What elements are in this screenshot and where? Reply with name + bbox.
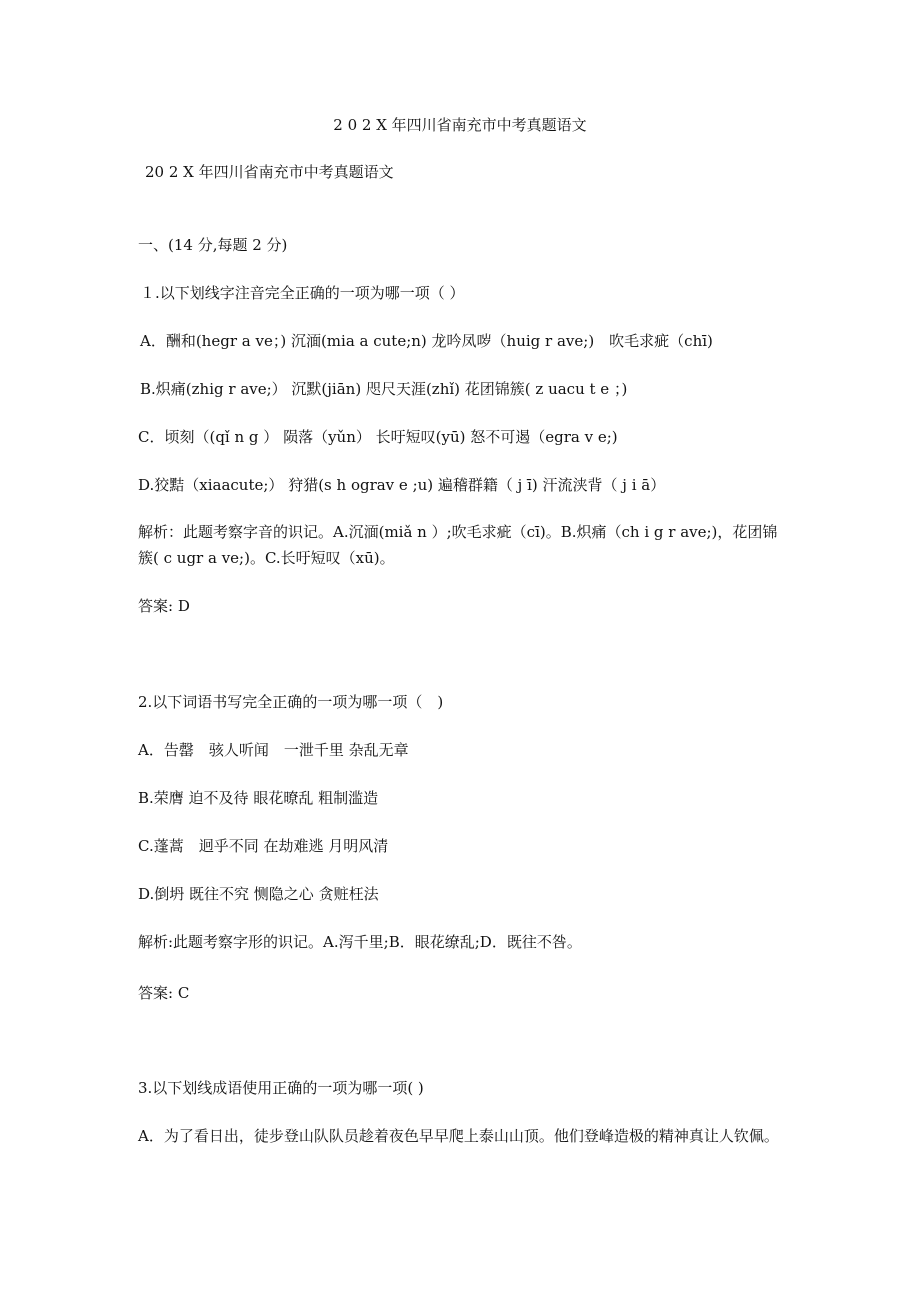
question-3-stem: 3.以下划线成语使用正确的一项为哪一项( ) — [138, 1079, 424, 1097]
question-2-stem: 2.以下词语书写完全正确的一项为哪一项（ ) — [138, 693, 444, 711]
question-1-option-b: B.炽痛(zhig r ave;） 沉默(jiān) 咫尺天涯(zhǐ) 花团锦簇( z uacu t e ；) — [140, 380, 628, 398]
question-1-option-a: A．酬和(hegr a ve；) 沉湎(mia a cute;n) 龙吟凤哕（huig r ave;) 吹毛求疵（chī) — [140, 332, 713, 350]
question-1-stem: １.以下划线字注音完全正确的一项为哪一项（ ） — [140, 284, 465, 302]
section-heading: 一、(14 分,每题 2 分) — [138, 236, 288, 254]
question-2-option-d: D.倒坍 既往不究 恻隐之心 贪赃枉法 — [138, 885, 379, 903]
question-1-analysis: 解析：此题考察字音的识记。A.沉湎(miǎ n ）;吹毛求疵（cī)。B.炽痛（ch i g r ave;)，花团锦簇( c ugr a ve;)。C.长吁短叹（xū)。 — [138, 523, 778, 567]
document-subtitle: 20 2 X 年四川省南充市中考真题语文 — [145, 163, 394, 181]
question-3-option-a: A．为了看日出，徒步登山队队员趁着夜色早早爬上泰山山顶。他们登峰造极的精神真让人钦佩。 — [138, 1127, 779, 1145]
question-1-option-c: C．顷刻（(qǐ n g ） 陨落（yǔn） 长吁短叹(yū) 怒不可遏（egra v e;) — [138, 428, 618, 446]
question-1-option-d: D.狡黠（xiaacute;） 狩猎(s h ograv e ;u) 遍稽群籍（ j ī) 汗流浃背（ j i ā） — [138, 476, 666, 494]
question-2-option-b: B.荣膺 迫不及待 眼花暸乱 粗制滥造 — [138, 789, 379, 807]
question-1-answer: 答案: D — [138, 597, 190, 615]
question-2-option-c: C.蓬蒿 迥乎不同 在劫难逃 月明风清 — [138, 837, 389, 855]
question-2-answer: 答案: C — [138, 984, 190, 1002]
document-title: 2 0 2 X 年四川省南充市中考真题语文 — [333, 116, 587, 134]
question-2-option-a: A．告罄 骇人听闻 一泄千里 杂乱无章 — [138, 741, 409, 759]
question-2-analysis: 解析:此题考察字形的识记。A.泻千里;B．眼花缭乱;D．既往不咎。 — [138, 933, 582, 951]
